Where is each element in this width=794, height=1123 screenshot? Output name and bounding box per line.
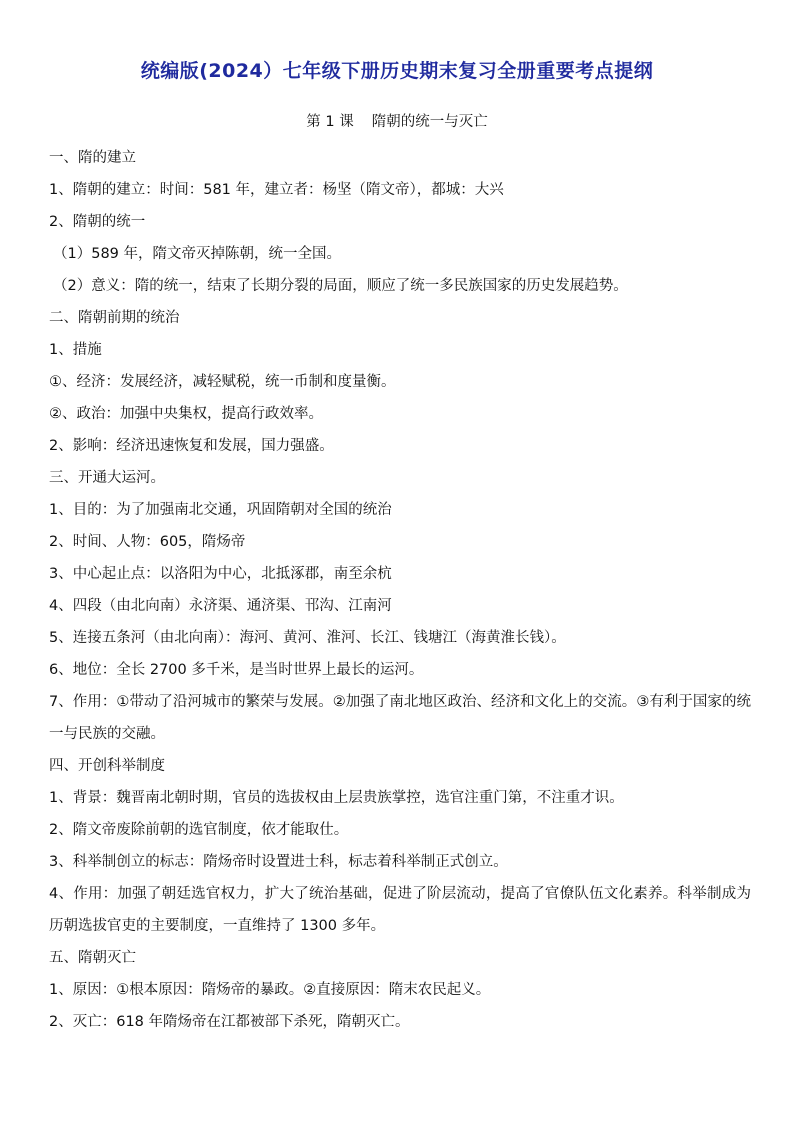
text-line: （1）589 年，隋文帝灭掉陈朝，统一全国。 [53, 246, 342, 262]
text-paragraph: 7、作用：①带动了沿河城市的繁荣与发展。②加强了南北地区政治、经济和文化上的交流。③有利于国家的统一与民族的交融。 [49, 694, 751, 742]
text-line: ②、政治：加强中央集权，提高行政效率。 [49, 406, 323, 422]
text-line: ①、经济：发展经济，减轻赋税，统一币制和度量衡。 [49, 374, 396, 390]
text-line: 2、隋文帝废除前朝的选官制度，依才能取仕。 [49, 822, 349, 838]
document-title: 统编版(2024）七年级下册历史期末复习全册重要考点提纲 [140, 60, 654, 82]
text-line: 1、措施 [49, 342, 102, 358]
text-line: 4、四段（由北向南）永济渠、通济渠、邗沟、江南河 [49, 598, 392, 614]
text-paragraph: 4、作用：加强了朝廷选官权力，扩大了统治基础，促进了阶层流动，提高了官僚队伍文化素养。科举制成为历朝选拔官吏的主要制度，一直维持了 1300 多年。 [49, 886, 751, 934]
section-heading-5: 五、隋朝灭亡 [49, 950, 136, 966]
text-line: 3、中心起止点：以洛阳为中心，北抵涿郡，南至余杭 [49, 566, 392, 582]
text-line: 1、背景：魏晋南北朝时期，官员的选拔权由上层贵族掌控，选官注重门第，不注重才识。 [49, 790, 624, 806]
section-heading-4: 四、开创科举制度 [49, 758, 165, 774]
text-line: 1、原因：①根本原因：隋炀帝的暴政。②直接原因：隋末农民起义。 [49, 982, 491, 998]
document-body [49, 142, 751, 1038]
section-heading-3: 三、开通大运河。 [49, 470, 165, 486]
text-line: 2、隋朝的统一 [49, 214, 146, 230]
text-line: 2、时间、人物：605，隋炀帝 [49, 534, 246, 550]
text-line: 1、隋朝的建立：时间：581 年，建立者：杨坚（隋文帝），都城：大兴 [49, 182, 504, 198]
lesson-heading [0, 110, 794, 131]
lesson-number: 第 1 课 [306, 114, 354, 130]
text-line: 5、连接五条河（由北向南）：海河、黄河、淮河、长江、钱塘江（海黄淮长钱）。 [49, 630, 566, 646]
section-heading-1: 一、隋的建立 [49, 150, 136, 166]
text-line: 2、影响：经济迅速恢复和发展，国力强盛。 [49, 438, 334, 454]
text-line: （2）意义：隋的统一，结束了长期分裂的局面，顺应了统一多民族国家的历史发展趋势。 [53, 278, 628, 294]
text-line: 6、地位：全长 2700 多千米，是当时世界上最长的运河。 [49, 662, 424, 678]
lesson-name: 隋朝的统一与灭亡 [371, 114, 488, 130]
text-line: 2、灭亡：618 年隋炀帝在江都被部下杀死，隋朝灭亡。 [49, 1014, 410, 1030]
text-line: 1、目的：为了加强南北交通，巩固隋朝对全国的统治 [49, 502, 392, 518]
text-line: 3、科举制创立的标志：隋炀帝时设置进士科，标志着科举制正式创立。 [49, 854, 508, 870]
section-heading-2: 二、隋朝前期的统治 [49, 310, 180, 326]
